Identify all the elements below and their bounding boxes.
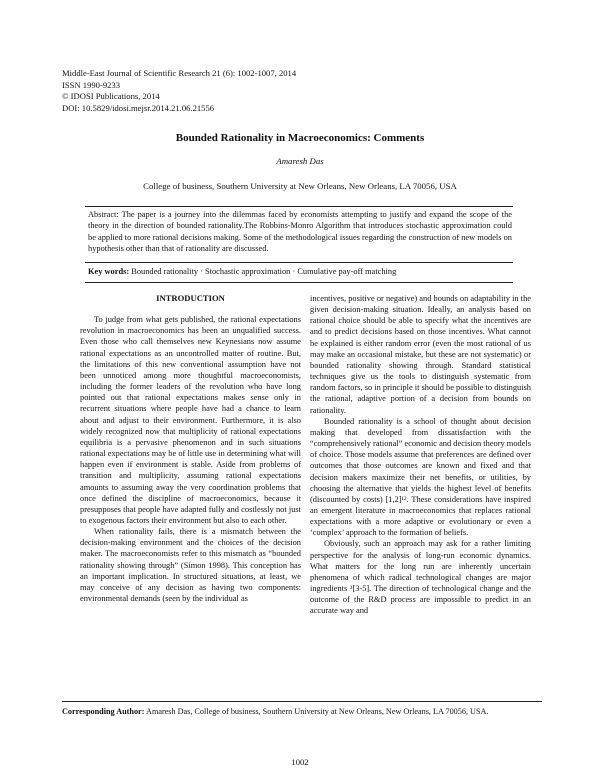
section-heading: INTRODUCTION [156, 293, 225, 303]
paper-title: Bounded Rationality in Macroeconomics: Comments [175, 132, 425, 144]
body-paragraph: Obviously, such an approach may ask for a rather limiting perspective for the analysis of long-run economic dynamics. What matters for the long run are inherently uncertain phenomena of which radical technological changes are major ingredients ³[3-5]. The direction of technological change and the outcome of the R&D process are impossible to predict in an accurate way and [310, 539, 531, 616]
body-paragraph: When rationality fails, there is a mismatch between the decision-making environment and the choices of the decision maker. The macroeconomists refer to this mismatch as “bounded rationality showing through” (Simon 1998). This conception has an important implication. In structured situations, at least, we may conceive of any decision as having two components: environmental demands (seen by the individual as [80, 527, 301, 604]
abstract-label: Abstract: [88, 210, 119, 219]
journal-doi: DOI: 10.5829/idosi.mejsr.2014.21.06.21556 [62, 102, 215, 113]
journal-info [62, 68, 296, 114]
corresponding-author [62, 707, 542, 716]
keywords-label: Key words: [88, 267, 130, 276]
body-right-column [310, 293, 531, 617]
journal-citation: Middle-East Journal of Scientific Research 21 (6): 1002-1007, 2014 [62, 68, 297, 78]
abstract-top-rule [85, 206, 513, 207]
body-paragraph: To judge from what gets published, the rational expectations revolution in macroeconomics has been an unqualified success. Even those who call themselves new Keynesians now assume rational expectations as an uncontrolled matter of routine. But, the limitations of this new conventional assumption have not been unnoticed among more thoughtful macroeconomists, including the former leaders of the revolution who have long pointed out that rational expectations makes sense only in recurrent situations where people have had a chance to learn about and adjust to their environment. Furthermore, it is also widely recognized now that multiplicity of rational expectations equilibria is a pervasive phenomenon and in such situations rational expectations may be of little use in determining what will happen even if environment is stable. Aside from problems of transition and multiplicity, assuming rational expectations amounts to assuming away the very coordination problems that once defined the discipline of macroeconomics, because it presupposes that people have adapted fully and costlessly not just to exogenous factors their environment but also to each other. [80, 315, 301, 525]
paper-affiliation: College of business, Southern University at New Orleans, New Orleans, LA 70056, USA [143, 181, 457, 191]
journal-issn: ISSN 1990-9233 [62, 79, 121, 90]
paper-author: Amaresh Das [276, 156, 324, 166]
body-paragraph: Bounded rationality is a school of thought about decision making that developed from dissatisfaction with the “comprehensively rational” economic and decision theory models of choice. Those models assume that preferences are defined over outcomes that those outcomes are known and fixed and that decision makers maximize their net benefits, or utilities, by choosing the alternative that yields the highest level of benefits (discounted by costs) [1,2]¹². These considerations have inspired an emergent literature in macroeconomics that replaces rational expectations with a more adaptive or evolutionary or even a ‘complex’ approach to the formation of beliefs. [310, 416, 531, 538]
corresponding-author-label: Corresponding Author: [62, 707, 145, 716]
abstract [88, 209, 512, 255]
footer-rule [62, 701, 542, 702]
abstract-bottom-rule [85, 262, 513, 263]
body-paragraph: incentives, positive or negative) and bounds on adaptability in the given decision-making situation. Ideally, an analysis based on rational choice should be able to specify what the incentives are and to predict decisions based on those incentives. What cannot be explained is either random error (even the most rational of us may make an occasional mistake, but these are not systematic) or bounded rationality showing through. Standard statistical techniques give us the tools to distinguish systematic from random factors, so in principle it should be possible to distinguish the rational, adaptive portion of a decision from bounds on rationality. [310, 294, 531, 415]
page-number: 1002 [291, 757, 309, 767]
keywords-bottom-rule [85, 282, 513, 283]
body-left-column [80, 293, 301, 604]
keywords-text: Bounded rationality · Stochastic approximation · Cumulative pay-off matching [131, 267, 397, 276]
keywords [88, 267, 512, 276]
journal-copyright: © IDOSI Publications, 2014 [62, 91, 160, 102]
abstract-text: The paper is a journey into the dilemmas faced by economists attempting to justify and expand the scope of the theory in the direction of bounded rationality.The Robbins-Monro Algorithm that introduces stochastic approximation could be applied to more rational decisions making. Some of the methodological issues regarding the construction of new models on hypothesis other than that of rationality are discussed. [88, 210, 512, 254]
corresponding-author-text: Amaresh Das, College of business, Southern University at New Orleans, New Orleans, LA 70056, USA. [146, 707, 489, 716]
